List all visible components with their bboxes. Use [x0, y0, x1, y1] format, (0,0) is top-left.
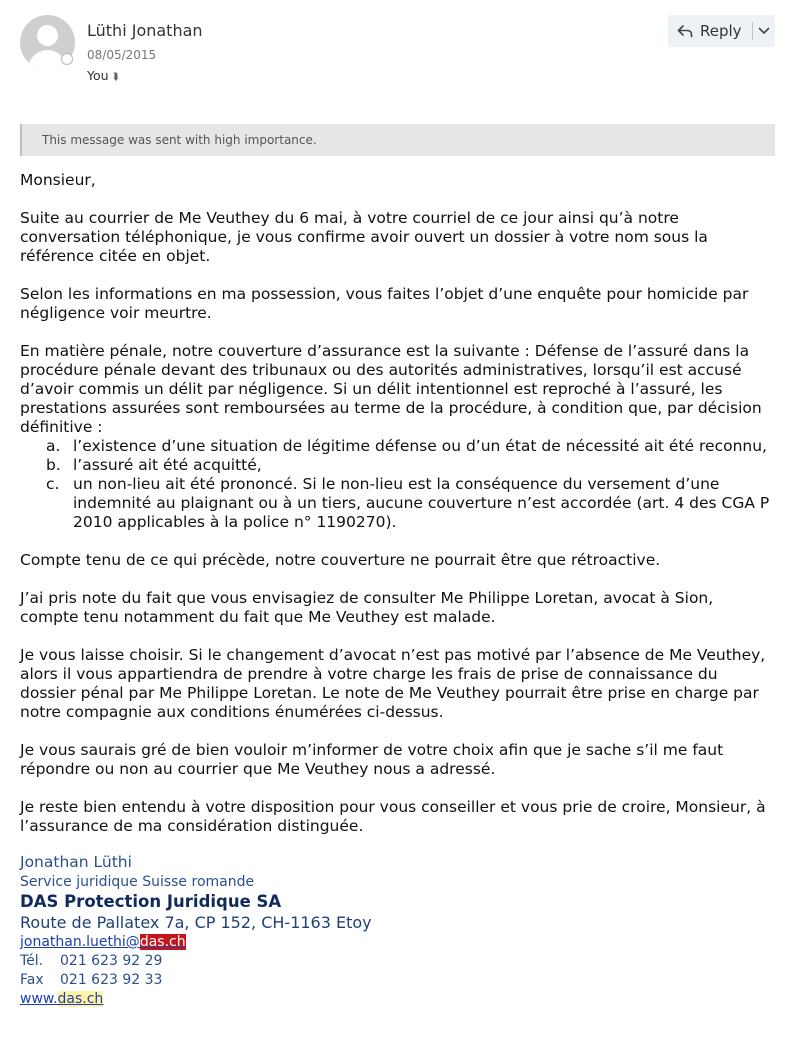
message-header [0, 0, 786, 100]
list-item-text: l’assuré ait été acquitté, [73, 456, 262, 474]
list-item-text: un non-lieu ait été prononcé. Si le non-lieu est la conséquence du versement d’une indemnité au plaignant ou à un tiers, aucune couverture n’est accordée (art. 4 des CGA P 2010 applicables à la police n° 1190270). [73, 475, 770, 531]
reply-options-button[interactable] [752, 15, 775, 47]
paragraph-2: Selon les informations en ma possession, vous faites l’objet d’une enquête pour homicide par négligence voir meurtre. [20, 285, 749, 322]
fax-number: 021 623 92 33 [60, 972, 163, 988]
signature-company: DAS Protection Juridique SA [20, 892, 282, 911]
list-marker: b. [46, 456, 61, 474]
recipient-name: You [87, 68, 109, 83]
email-user: jonathan.luethi@ [20, 934, 140, 950]
web-prefix: www. [20, 991, 58, 1007]
signature-email-link[interactable] [20, 933, 775, 952]
fax-label: Fax [20, 972, 44, 988]
signature-name: Jonathan Lüthi [20, 853, 132, 871]
closing-paragraph: Je reste bien entendu à votre disposition pour vous conseiller et vous prie de croire, Monsieur, à l’assurance de ma considération distinguée. [20, 798, 766, 835]
recipient-line[interactable] [87, 68, 119, 83]
list-marker: c. [46, 475, 60, 493]
paragraph-7: Je vous saurais gré de bien vouloir m’informer de votre choix afin que je sache s’il me faut répondre ou non au courrier que Me Veuthey nous a adressé. [20, 741, 724, 778]
signature-website-link[interactable] [20, 990, 775, 1009]
paragraph-5: J’ai pris note du fait que vous envisagiez de consulter Me Philippe Loretan, avocat à Sion, compte tenu notamment du fait que Me Veuthey est malade. [20, 589, 714, 626]
signature-phone [20, 952, 775, 971]
list-item [20, 475, 775, 532]
paragraph-3: En matière pénale, notre couverture d’assurance est la suivante : Défense de l’assuré dans la procédure pénale devant des tribunaux ou des autorités administratives, lorsqu’il est accusé d’avoir commis un délit par négligence. Si un délit intentionnel est reproché à l’assuré, les prestations assurées sont remboursées au terme de la procédure, à condition que, par décision définitive : [20, 342, 762, 436]
email-signature [20, 853, 775, 1009]
reply-arrow-icon [677, 24, 693, 38]
chevron-down-icon [758, 27, 770, 35]
signature-address: Route de Pallatex 7a, CP 152, CH-1163 Etoy [20, 913, 372, 932]
sender-name[interactable]: Lüthi Jonathan [87, 21, 203, 40]
importance-banner [20, 124, 775, 156]
importance-text: This message was sent with high importance. [42, 133, 317, 147]
presence-status-icon [61, 53, 73, 65]
paragraph-6: Je vous laisse choisir. Si le changement d’avocat n’est pas motivé par l’absence de Me Veuthey, alors il vous appartiendra de prendre à votre charge les frais de prise de connaissance du dossier pénal par Me Philippe Loretan. Le note de Me Veuthey pourrait être prise en charge par notre compagnie aux conditions énumérées ci-dessus. [20, 646, 766, 721]
list-item [20, 437, 775, 456]
phone-label: Tél. [20, 953, 44, 969]
email-domain-highlight: das.ch [139, 934, 186, 950]
list-marker: a. [46, 437, 61, 455]
signature-fax [20, 971, 775, 990]
web-domain-highlight: das.ch [57, 991, 104, 1007]
paragraph-1: Suite au courrier de Me Veuthey du 6 mai, à votre courriel de ce jour ainsi qu’à notre conversation téléphonique, je vous confirme avoir ouvert un dossier à votre nom sous la référence citée en objet. [20, 209, 708, 265]
conditions-list [20, 437, 775, 532]
expand-recipients-icon[interactable]: ⮯ [112, 72, 119, 83]
phone-number: 021 623 92 29 [60, 953, 163, 969]
signature-service: Service juridique Suisse romande [20, 874, 255, 890]
message-body [20, 171, 775, 836]
list-item [20, 456, 775, 475]
list-item-text: l’existence d’une situation de légitime défense ou d’un état de nécessité ait été reconnu, [73, 437, 767, 455]
reply-button-group [668, 15, 775, 47]
reply-button-label: Reply [700, 22, 742, 40]
message-date: 08/05/2015 [87, 48, 157, 62]
salutation: Monsieur, [20, 171, 96, 189]
reply-button[interactable] [668, 15, 748, 47]
paragraph-4: Compte tenu de ce qui précède, notre couverture ne pourrait être que rétroactive. [20, 551, 661, 569]
